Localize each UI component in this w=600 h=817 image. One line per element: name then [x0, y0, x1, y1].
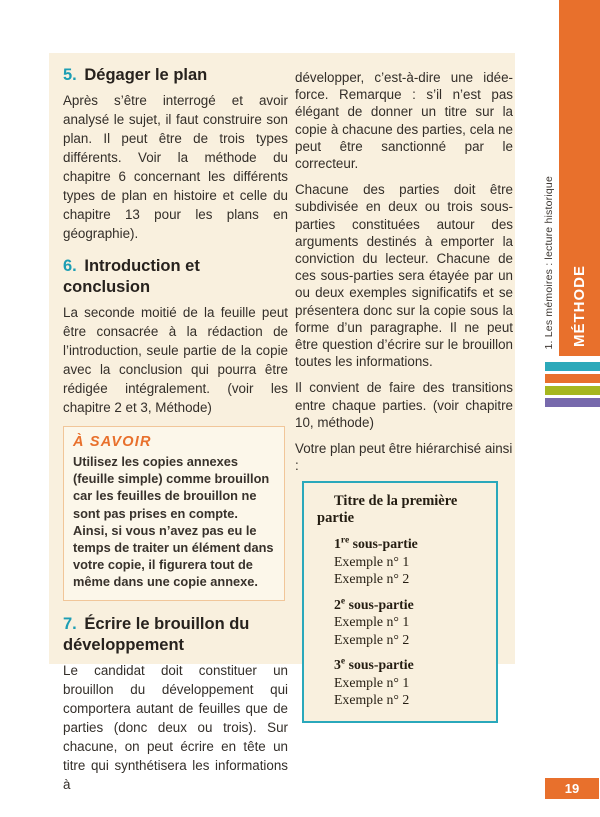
section-6-title: Introduction et conclusion — [63, 257, 200, 296]
chapter-sidebar-label — [541, 0, 557, 350]
methode-tab-label: MÉTHODE — [571, 265, 588, 347]
section-6-heading — [63, 256, 288, 298]
section-5-title: Dégager le plan — [84, 66, 208, 84]
plan-subsection-2-label: sous-partie — [345, 596, 414, 612]
a-savoir-body: Utilisez les copies annexes (feuille simple) comme brouillon car les feuilles de brouillon ne sont pas prises en compte. Ainsi, si vous n’avez pas eu le temps de traiter un élément dans votre copie, il figurera tout de même dans une copie annexe. — [73, 454, 274, 590]
plan-example: Exemple n° 2 — [334, 571, 410, 587]
right-paragraph-3: Il convient de faire des transitions entre chaque parties. (voir chapitre 10, méthode) — [295, 380, 513, 430]
chapter-label-text: 1. Les mémoires : lecture historique — [543, 176, 555, 350]
right-paragraph-1: développer, c’est-à-dire une idée-force. Remarque : s’il n’est pas élégant de donner un titre sur la copie à chacune des parties, cela ne peut être sanctionné par le correcteur. — [295, 70, 513, 172]
section-6-paragraph: La seconde moitié de la feuille peut être consacrée à la rédaction de l’introduction, seule partie de la copie avec la conclusion qui pourra être rédigée intégralement. (voir les chapitre 2 et 3, Méthode) — [63, 305, 288, 415]
bar-green — [545, 386, 600, 395]
plan-subsection-2 — [334, 596, 484, 649]
plan-subsection-1 — [334, 535, 484, 588]
left-column — [63, 64, 288, 792]
plan-subsection-1-ordinal: re — [340, 535, 350, 546]
plan-example: Exemple n° 2 — [334, 631, 410, 647]
plan-outline-box — [302, 481, 498, 723]
plan-lead-in: Votre plan peut être hiérarchisé ainsi : — [295, 441, 513, 474]
right-paragraph-2: Chacune des parties doit être subdivisée en deux ou trois sous-parties constituées autour des arguments destinés à emporter la conviction du lecteur. Chacune de ces sous-parties sera étayée par un ou deux exemples significatifs et se présentera donc sur la copie sous la forme d’un paragraphe. Il ne peut être question d’écrire sur le brouillon toutes les informations. — [295, 182, 513, 370]
plan-subsection-2-heading — [334, 596, 484, 614]
section-7-paragraph: Le candidat doit constituer un brouillon du développement qui comportera autant de feuilles que de parties (donc deux ou trois). Sur chacune, on peut écrire en tête un titre qui synthétisera les informations à — [63, 662, 288, 792]
bar-purple — [545, 398, 600, 407]
plan-example: Exemple n° 1 — [334, 614, 410, 630]
plan-subsection-2-ordinal: e — [340, 596, 346, 607]
plan-subsection-3 — [334, 656, 484, 709]
content-panel — [49, 53, 515, 792]
bar-teal — [545, 362, 600, 371]
plan-title: Titre de la première partie — [317, 493, 458, 527]
a-savoir-heading: À SAVOIR — [73, 434, 152, 450]
page-number-badge: 19 — [545, 778, 599, 799]
methode-tab — [559, 0, 600, 356]
section-7-number: 7. — [63, 614, 77, 633]
plan-subsection-3-ordinal: e — [340, 656, 346, 667]
section-5-number: 5. — [63, 66, 77, 84]
plan-subsection-3-number: 3 — [334, 657, 341, 673]
plan-subsection-1-label: sous-partie — [349, 536, 418, 552]
section-6-number: 6. — [63, 257, 77, 275]
plan-subsection-1-number: 1 — [334, 536, 341, 552]
section-5-heading — [63, 65, 288, 86]
plan-subsection-3-label: sous-partie — [345, 657, 414, 673]
plan-subsection-2-number: 2 — [334, 596, 341, 612]
plan-example: Exemple n° 1 — [334, 674, 410, 690]
bar-orange — [545, 374, 600, 383]
section-5-paragraph: Après s’être interrogé et avoir analysé le sujet, il faut construire son plan. Il peut être de trois types différents. Voir la méthode du chapitre 6 concernant les différents types de plan en histoire et celle du chapitre 13 pour les plans en géographie). — [63, 93, 288, 241]
plan-subsection-3-heading — [334, 656, 484, 674]
plan-example: Exemple n° 1 — [334, 553, 410, 569]
a-savoir-box — [63, 426, 285, 601]
plan-example: Exemple n° 2 — [334, 692, 410, 708]
section-7-title: Écrire le brouillon du développement — [63, 614, 250, 654]
section-7-heading — [63, 614, 288, 656]
right-column — [295, 64, 513, 708]
plan-subsection-1-heading — [334, 535, 484, 553]
